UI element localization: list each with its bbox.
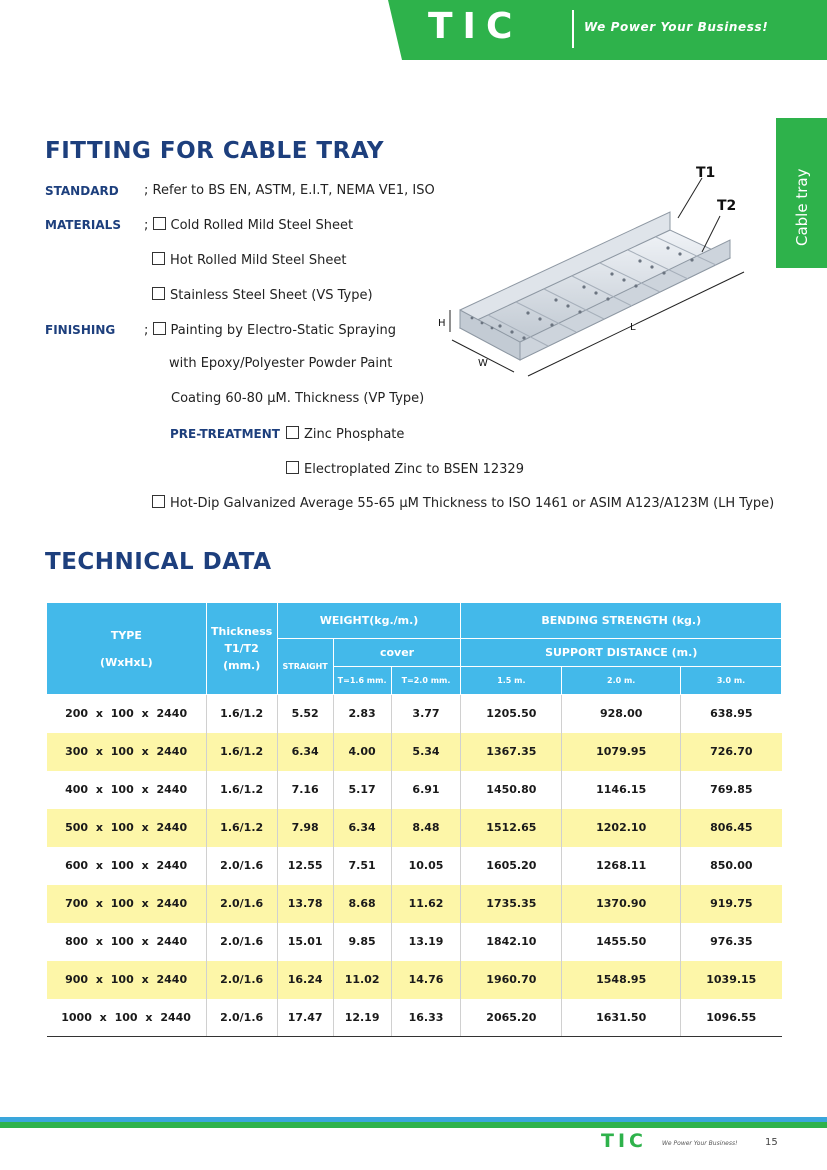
standard-text: ; Refer to BS EN, ASTM, E.I.T, NEMA VE1, ISO <box>144 183 435 198</box>
cell-thickness: 1.6/1.2 <box>206 733 277 771</box>
cell-straight: 15.01 <box>277 923 333 961</box>
cell-thickness: 1.6/1.2 <box>206 695 277 733</box>
cell-cover-t20: 14.76 <box>391 961 461 999</box>
cell-cover-t20: 10.05 <box>391 847 461 885</box>
cell-cover-t16: 9.85 <box>333 923 391 961</box>
materials-label: MATERIALS <box>45 218 121 232</box>
cell-straight: 5.52 <box>277 695 333 733</box>
side-tab-label: Cable tray <box>793 168 811 246</box>
table-row <box>47 809 782 847</box>
finishing-line: with Epoxy/Polyester Powder Paint <box>169 356 393 371</box>
label-t1: T1 <box>696 165 716 181</box>
cell-bending-30: 976.35 <box>681 923 782 961</box>
header-cover: cover <box>333 639 461 667</box>
cell-type: 400 x 100 x 2440 <box>65 783 188 796</box>
cell-bending-20: 1079.95 <box>562 733 681 771</box>
header-divider <box>572 10 574 48</box>
cell-type: 500 x 100 x 2440 <box>47 809 207 847</box>
cell-bending-15: 1605.20 <box>461 847 562 885</box>
cell-bending-15: 1367.35 <box>461 733 562 771</box>
label-t2: T2 <box>717 198 737 214</box>
cell-cover-t16: 2.83 <box>333 695 391 733</box>
section-title-technical: TECHNICAL DATA <box>45 549 272 575</box>
header-thickness-label: Thickness <box>211 625 273 638</box>
cell-bending-30: 638.95 <box>681 695 782 733</box>
cell-cover-t16: 11.02 <box>333 961 391 999</box>
cell-straight: 13.78 <box>277 885 333 923</box>
header-distance-15: 1.5 m. <box>461 667 562 695</box>
cell-cover-t16: 8.68 <box>333 885 391 923</box>
header-tagline: We Power Your Business! <box>584 20 769 34</box>
cell-thickness: 1.6/1.2 <box>206 771 277 809</box>
material-item <box>152 252 346 268</box>
cell-bending-15: 1205.50 <box>461 695 562 733</box>
material-label: Stainless Steel Sheet (VS Type) <box>170 288 373 303</box>
cell-bending-30: 1039.15 <box>681 961 782 999</box>
checkbox-icon <box>286 426 299 439</box>
cell-type: 900 x 100 x 2440 <box>47 961 207 999</box>
header-cover-t20: T=2.0 mm. <box>391 667 461 695</box>
checkbox-icon <box>152 287 165 300</box>
materials-row <box>45 218 121 233</box>
finishing-item <box>144 322 396 338</box>
pretreatment-row <box>170 427 280 442</box>
cell-cover-t20: 8.48 <box>391 809 461 847</box>
material-label: Hot Rolled Mild Steel Sheet <box>170 253 347 268</box>
header-weight: WEIGHT(kg./m.) <box>277 603 461 639</box>
material-item <box>144 217 353 233</box>
header-type <box>47 603 207 695</box>
table-row <box>47 733 782 771</box>
cell-straight: 6.34 <box>277 733 333 771</box>
cell-bending-20: 928.00 <box>562 695 681 733</box>
cell-bending-20: 1268.11 <box>562 847 681 885</box>
table-row <box>47 999 782 1037</box>
cell-type: 800 x 100 x 2440 <box>65 935 188 948</box>
hotdip-item <box>152 495 774 511</box>
cell-bending-20: 1548.95 <box>562 961 681 999</box>
pretreatment-item <box>286 461 524 477</box>
cell-bending-30: 806.45 <box>681 809 782 847</box>
material-item <box>152 287 373 303</box>
cell-straight: 7.16 <box>277 771 333 809</box>
header-thickness <box>206 603 277 695</box>
finishing-prefix: ; <box>144 323 149 338</box>
header-straight: STRAIGHT <box>277 639 333 695</box>
table-row <box>47 885 782 923</box>
cell-thickness: 2.0/1.6 <box>206 847 277 885</box>
cell-bending-15: 1735.35 <box>461 885 562 923</box>
cell-thickness: 1.6/1.2 <box>206 809 277 847</box>
cell-cover-t20: 16.33 <box>391 999 461 1037</box>
cell-bending-30: 769.85 <box>681 771 782 809</box>
cell-thickness: 2.0/1.6 <box>206 961 277 999</box>
pretreatment-label: PRE-TREATMENT <box>170 427 280 441</box>
standard-row <box>45 184 119 199</box>
cell-cover-t16: 12.19 <box>333 999 391 1037</box>
cell-cover-t16: 4.00 <box>333 733 391 771</box>
cell-straight: 7.98 <box>277 809 333 847</box>
cell-bending-20: 1455.50 <box>562 923 681 961</box>
hotdip-text: Hot-Dip Galvanized Average 55-65 µM Thickness to ISO 1461 or ASIM A123/A123M (LH Type) <box>170 496 775 511</box>
table-row <box>47 923 782 961</box>
finishing-row <box>45 323 115 338</box>
cell-bending-20: 1202.10 <box>562 809 681 847</box>
pretreatment-item <box>286 426 404 442</box>
cell-type: 300 x 100 x 2440 <box>47 733 207 771</box>
header-support: SUPPORT DISTANCE (m.) <box>461 639 782 667</box>
cell-bending-15: 1450.80 <box>461 771 562 809</box>
cell-bending-20: 1631.50 <box>562 999 681 1037</box>
finishing-label: FINISHING <box>45 323 116 337</box>
table-row <box>47 695 782 733</box>
header-bending: BENDING STRENGTH (kg.) <box>461 603 782 639</box>
header-thickness-sub: T1/T2 <box>224 642 259 655</box>
cell-bending-15: 1512.65 <box>461 809 562 847</box>
cable-tray-illustration <box>430 160 770 400</box>
finishing-line: Painting by Electro-Static Spraying <box>170 323 396 338</box>
cell-type: 700 x 100 x 2440 <box>47 885 207 923</box>
header-cover-t16: T=1.6 mm. <box>333 667 391 695</box>
cell-type: 200 x 100 x 2440 <box>65 707 188 721</box>
cell-bending-20: 1370.90 <box>562 885 681 923</box>
cell-thickness: 2.0/1.6 <box>206 923 277 961</box>
cell-thickness: 2.0/1.6 <box>206 999 277 1037</box>
page-number: 15 <box>765 1137 778 1148</box>
cell-cover-t20: 6.91 <box>391 771 461 809</box>
material-label: Cold Rolled Mild Steel Sheet <box>170 218 354 233</box>
cell-type: 1000 x 100 x 2440 <box>47 999 207 1037</box>
cell-bending-30: 726.70 <box>681 733 782 771</box>
header-type-sub: (WxHxL) <box>100 655 153 669</box>
label-w: W <box>478 358 488 369</box>
t1-pointer-line <box>678 178 702 218</box>
cell-bending-30: 919.75 <box>681 885 782 923</box>
cell-straight: 16.24 <box>277 961 333 999</box>
cell-cover-t16: 6.34 <box>333 809 391 847</box>
checkbox-icon <box>153 217 166 230</box>
side-tab <box>776 118 827 268</box>
cell-bending-15: 1842.10 <box>461 923 562 961</box>
table-row <box>47 961 782 999</box>
pretreatment-text: Electroplated Zinc to BSEN 12329 <box>304 462 524 477</box>
cell-bending-20: 1146.15 <box>562 771 681 809</box>
label-l: L <box>630 322 636 333</box>
header-distance-20: 2.0 m. <box>562 667 681 695</box>
label-h: H <box>438 318 446 329</box>
checkbox-icon <box>286 461 299 474</box>
header-distance-30: 3.0 m. <box>681 667 782 695</box>
header-type-label: TYPE <box>110 628 142 642</box>
footer-green-stripe <box>0 1122 827 1128</box>
checkbox-icon <box>152 252 165 265</box>
standard-label: STANDARD <box>45 184 119 198</box>
cell-bending-30: 850.00 <box>681 847 782 885</box>
table-row <box>47 771 782 809</box>
cell-cover-t16: 5.17 <box>333 771 391 809</box>
cell-thickness: 2.0/1.6 <box>206 885 277 923</box>
cell-cover-t20: 11.62 <box>391 885 461 923</box>
cell-cover-t20: 3.77 <box>391 695 461 733</box>
table-row <box>47 847 782 885</box>
header-thickness-unit: (mm.) <box>223 659 261 672</box>
materials-prefix: ; <box>144 218 149 233</box>
cell-straight: 12.55 <box>277 847 333 885</box>
cell-cover-t20: 13.19 <box>391 923 461 961</box>
checkbox-icon <box>153 322 166 335</box>
cell-cover-t20: 5.34 <box>391 733 461 771</box>
technical-data-table <box>46 602 782 1037</box>
footer-logo: TIC <box>601 1130 647 1152</box>
cell-cover-t16: 7.51 <box>333 847 391 885</box>
cell-type: 600 x 100 x 2440 <box>65 859 188 872</box>
cell-bending-30: 1096.55 <box>681 999 782 1037</box>
footer-tagline: We Power Your Business! <box>662 1140 738 1147</box>
cell-straight: 17.47 <box>277 999 333 1037</box>
cell-bending-15: 2065.20 <box>461 999 562 1037</box>
finishing-line: Coating 60-80 µM. Thickness (VP Type) <box>171 391 425 406</box>
cell-bending-15: 1960.70 <box>461 961 562 999</box>
section-title-fitting: FITTING FOR CABLE TRAY <box>45 138 385 164</box>
pretreatment-text: Zinc Phosphate <box>304 427 405 442</box>
checkbox-icon <box>152 495 165 508</box>
header-logo: TIC <box>428 6 523 47</box>
